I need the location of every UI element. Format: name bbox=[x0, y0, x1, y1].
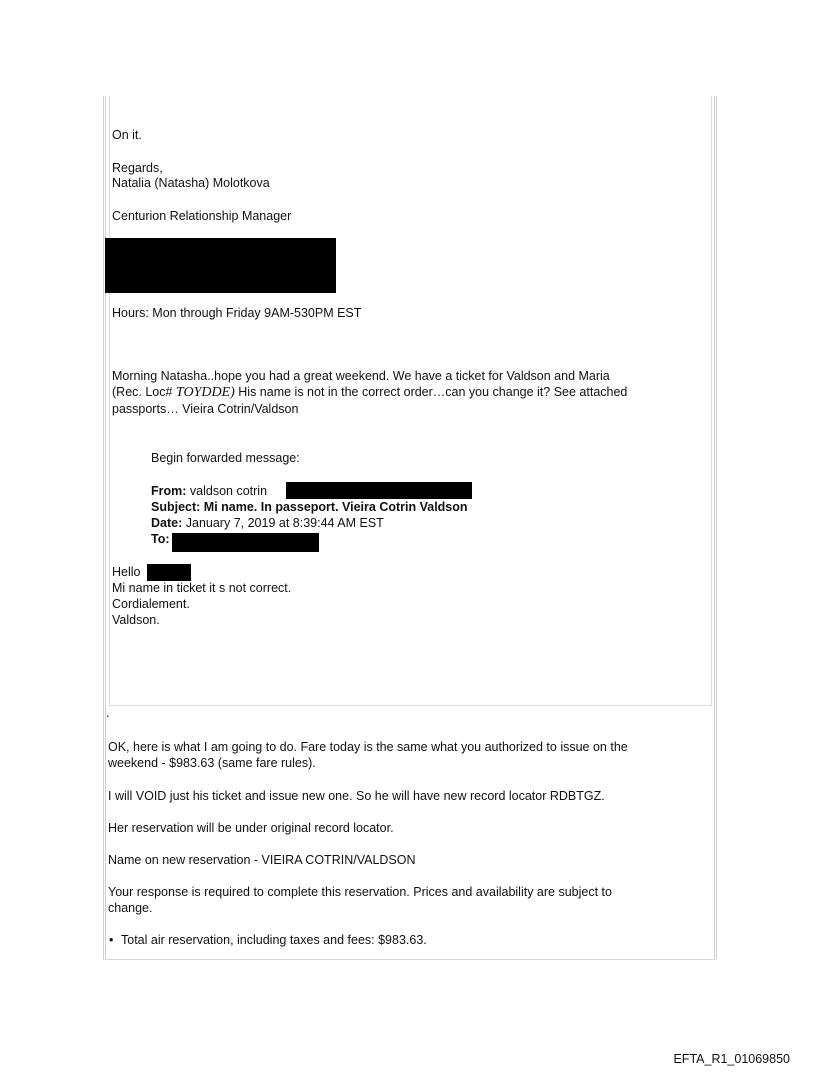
request-suffix: His name is not in the correct order…can you change it? See attached bbox=[234, 385, 628, 399]
subject-value: Mi name. In passeport. Vieira Cotrin Valdson bbox=[203, 500, 468, 514]
agent-paragraph: weekend - $983.63 (same fare rules). bbox=[108, 756, 316, 770]
date-value: January 7, 2019 at 8:39:44 AM EST bbox=[185, 516, 384, 530]
request-line bbox=[112, 385, 627, 400]
date-label: Date: bbox=[151, 516, 183, 530]
forwarded-intro: Begin forwarded message: bbox=[151, 451, 300, 465]
original-line: Mi name in ticket it s not correct. bbox=[112, 581, 292, 595]
from-value: valdson cotrin bbox=[189, 484, 268, 498]
request-line: Morning Natasha..hope you had a great weekend. We have a ticket for Valdson and Maria bbox=[112, 369, 610, 383]
original-line: Cordialement. bbox=[112, 597, 190, 611]
forwarded-date bbox=[151, 516, 384, 531]
bullet-marker: • bbox=[109, 933, 114, 947]
signature-name: Natalia (Natasha) Molotkova bbox=[112, 176, 270, 190]
request-line: passports… Vieira Cotrin/Valdson bbox=[112, 402, 299, 416]
reply-text: On it. bbox=[112, 128, 142, 142]
agent-paragraph: I will VOID just his ticket and issue new one. So he will have new record locator RDBTGZ. bbox=[108, 789, 605, 803]
subject-label: Subject: bbox=[151, 500, 201, 514]
agent-paragraph: Name on new reservation - VIEIRA COTRIN/VALDSON bbox=[108, 853, 416, 867]
forwarded-to: To: bbox=[151, 532, 170, 546]
agent-paragraph: Your response is required to complete this reservation. Prices and availability are subject to bbox=[108, 885, 612, 899]
agent-paragraph: change. bbox=[108, 901, 153, 915]
forwarded-subject bbox=[151, 500, 468, 515]
signature-title: Centurion Relationship Manager bbox=[112, 209, 292, 223]
forwarded-from bbox=[151, 484, 267, 499]
signature-regards: Regards, bbox=[112, 161, 163, 175]
separator-dot: . bbox=[106, 706, 110, 720]
redaction-block bbox=[105, 238, 336, 293]
original-greeting: Hello bbox=[112, 565, 141, 579]
record-locator: TOYDDE) bbox=[175, 385, 235, 400]
agent-paragraph: Her reservation will be under original record locator. bbox=[108, 821, 394, 835]
request-prefix: (Rec. Loc# bbox=[112, 385, 176, 399]
document-id: EFTA_R1_01069850 bbox=[673, 1052, 790, 1066]
bullet-text: Total air reservation, including taxes and fees: $983.63. bbox=[121, 933, 427, 947]
redaction-block bbox=[147, 564, 191, 581]
redaction-block bbox=[286, 482, 472, 499]
from-label: From: bbox=[151, 484, 187, 498]
original-line: Valdson. bbox=[112, 613, 160, 627]
redaction-block bbox=[172, 533, 319, 552]
signature-hours: Hours: Mon through Friday 9AM-530PM EST bbox=[112, 306, 362, 320]
agent-paragraph: OK, here is what I am going to do. Fare today is the same what you authorized to issue on the bbox=[108, 740, 628, 754]
